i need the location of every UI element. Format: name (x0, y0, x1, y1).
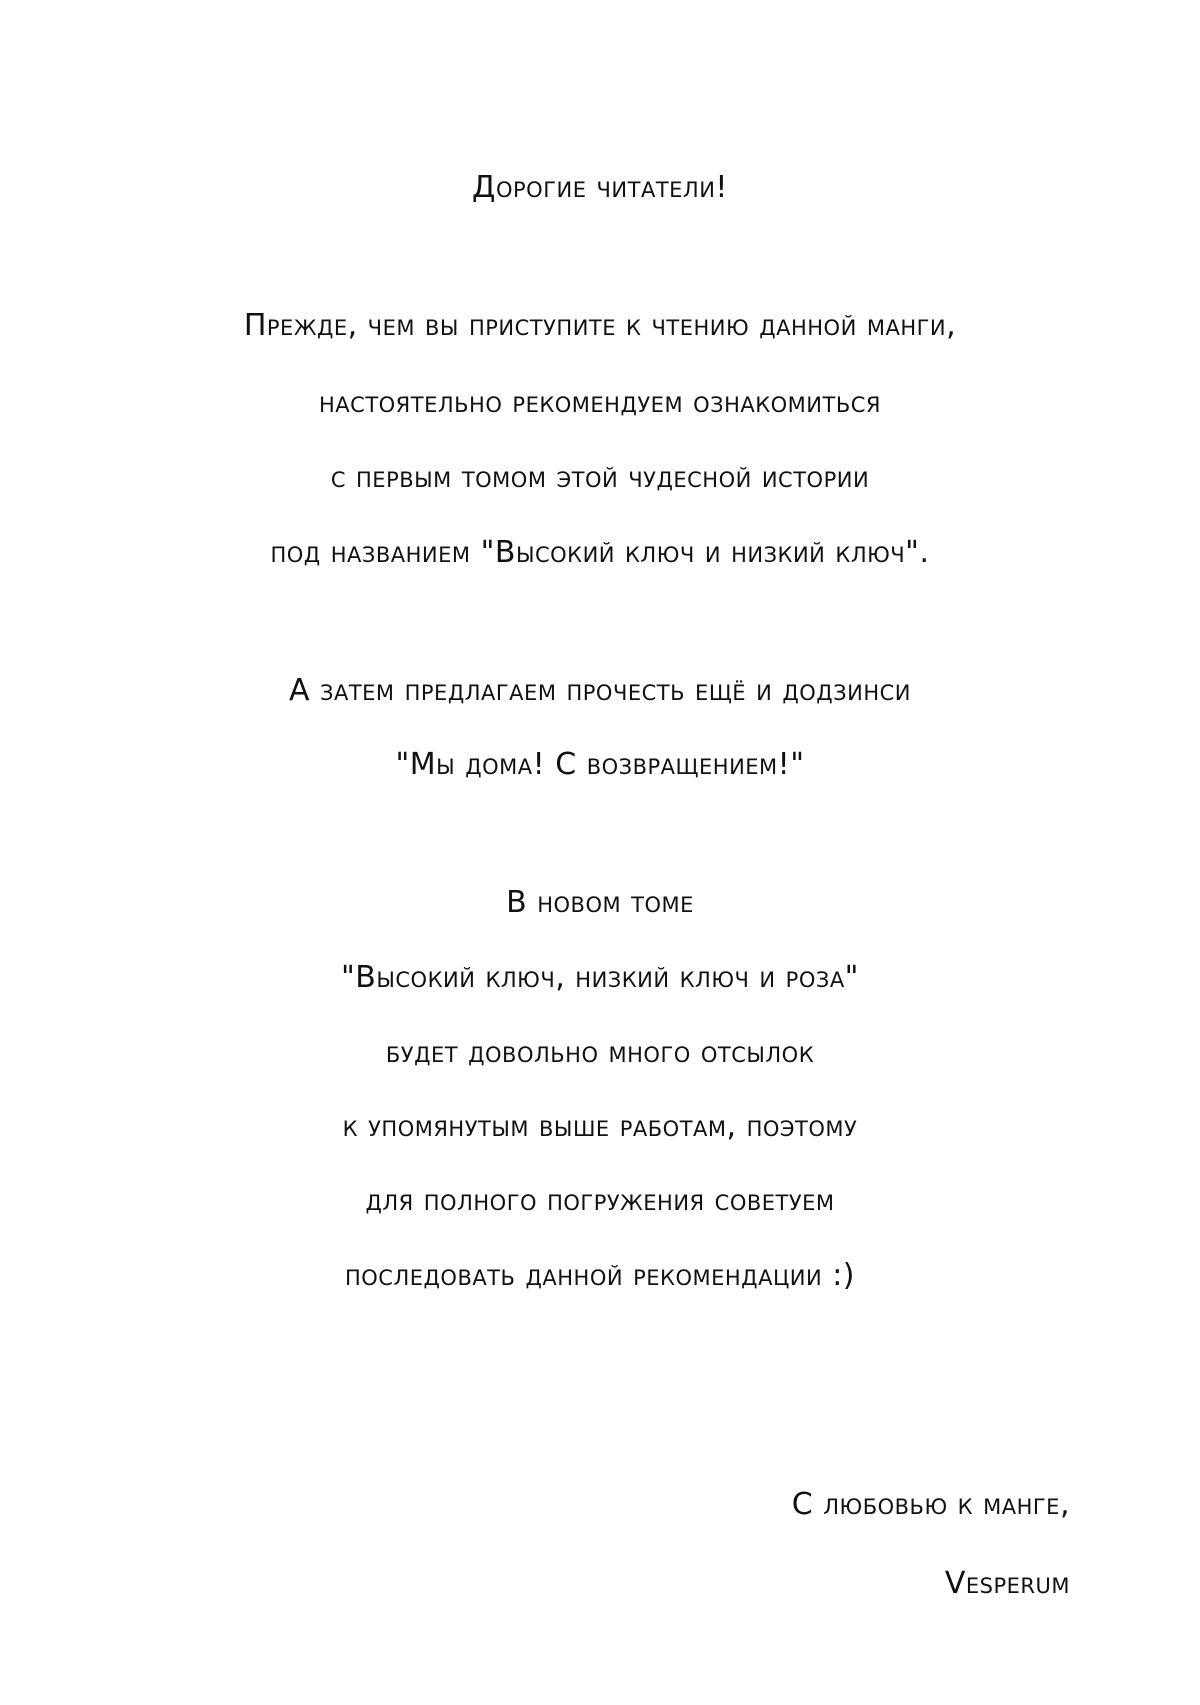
closing-line: С любовью к манге, (791, 1487, 1070, 1522)
paragraph1-line-1: Прежде, чем вы приступите к чтению данной манги, (243, 308, 957, 343)
paragraph1-line-2: настоятельно рекомендуем ознакомиться (319, 385, 881, 420)
paragraph3-line-6: последовать данной рекомендации :) (344, 1258, 856, 1293)
paragraph3-line-5: для полного погружения советуем (365, 1183, 835, 1218)
paragraph1-line-4: под названием "Высокий ключ и низкий ключ". (270, 535, 930, 570)
paragraph3-line-4: к упомянутым выше работам, поэтому (342, 1109, 858, 1144)
paragraph3-line-2: "Высокий ключ, низкий ключ и роза" (340, 960, 859, 995)
paragraph2-line-1: А затем предлагаем прочесть ещё и додзинси (288, 673, 912, 708)
signature: Vesperum (944, 1566, 1070, 1601)
paragraph2-line-2: "Мы дома! С возвращением!" (395, 747, 805, 782)
greeting: Дорогие читатели! (472, 170, 728, 205)
paragraph1-line-3: с первым томом этой чудесной истории (330, 460, 870, 495)
paragraph3-line-1: В новом томе (506, 885, 694, 920)
paragraph3-line-3: будет довольно много отсылок (385, 1035, 815, 1070)
